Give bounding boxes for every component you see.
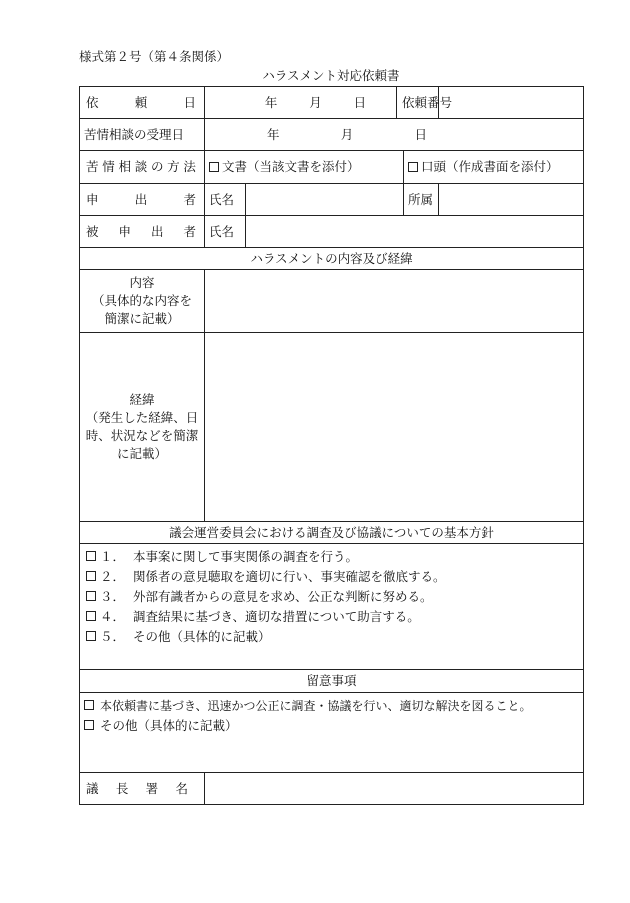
chairperson-signature-field[interactable] [205, 773, 584, 805]
policy-item[interactable]: １． 本事案に関して事実関係の調査を行う。 [86, 547, 579, 567]
notes-section-heading: 留意事項 [80, 670, 584, 693]
request-number-label: 依 頼 番 号 [397, 87, 439, 119]
checkbox[interactable] [86, 571, 96, 581]
applicant-affiliation-field[interactable] [439, 184, 584, 216]
applicant-name-field[interactable] [246, 184, 404, 216]
policy-checklist [80, 544, 584, 670]
request-date-field[interactable] [205, 87, 397, 119]
consultation-date-field[interactable] [205, 119, 584, 151]
consultation-method-label: 苦 情 相 談 の 方 法 [80, 151, 205, 184]
oral-checkbox[interactable] [408, 162, 418, 172]
policy-item[interactable]: ３． 外部有識者からの意見を求め、公正な判断に努める。 [86, 587, 579, 607]
method-oral-option[interactable]: 口頭（作成書面を添付） [404, 151, 584, 184]
year-label: 年 [267, 126, 280, 142]
checkbox[interactable] [86, 611, 96, 621]
chairperson-signature-label: 議 長 署 名 [80, 773, 205, 805]
respondent-label: 被 申 出 者 [80, 216, 205, 248]
respondent-name-label: 氏名 [205, 216, 246, 248]
harassment-section-heading: ハラスメントの内容及び経緯 [80, 248, 584, 270]
form-number-label: 様式第２号（第４条関係） [79, 49, 230, 64]
applicant-label: 申 出 者 [80, 184, 205, 216]
request-date-label: 依 頼 日 [80, 87, 205, 119]
day-label: 日 [414, 126, 427, 142]
applicant-affiliation-label: 所属 [404, 184, 439, 216]
notes-item[interactable]: 本依頼書に基づき、迅速かつ公正に調査・協議を行い、適切な解決を図ること。 [84, 696, 579, 716]
policy-section-heading: 議会運営委員会における調査及び協議についての基本方針 [80, 522, 584, 544]
content-label: 内容 （具体的な内容を 簡潔に記載） [80, 270, 205, 333]
month-label: 月 [340, 126, 354, 142]
day-label: 日 [353, 94, 367, 110]
policy-item[interactable]: ２． 関係者の意見聴取を適切に行い、事実確認を徹底する。 [86, 567, 579, 587]
method-document-option[interactable]: 文書（当該文書を添付） [205, 151, 404, 184]
history-field[interactable] [205, 333, 584, 522]
request-form-table [79, 86, 584, 805]
checkbox[interactable] [86, 551, 96, 561]
checkbox[interactable] [84, 720, 94, 730]
respondent-name-field[interactable] [246, 216, 584, 248]
consultation-date-label: 苦情相談の受理日 [80, 119, 205, 151]
document-title: ハラスメント対応依頼書 [262, 68, 400, 83]
checkbox[interactable] [86, 631, 96, 641]
history-label: 経緯 （発生した経緯、日 時、状況などを簡潔 に記載） [80, 333, 205, 522]
document-checkbox[interactable] [209, 162, 219, 172]
month-label: 月 [309, 94, 322, 110]
policy-item[interactable]: ４． 調査結果に基づき、適切な措置について助言する。 [86, 607, 579, 627]
checkbox[interactable] [84, 700, 94, 710]
policy-item[interactable]: ５． その他（具体的に記載） [86, 627, 579, 647]
notes-checklist [80, 693, 584, 773]
checkbox[interactable] [86, 591, 96, 601]
applicant-name-label: 氏名 [205, 184, 246, 216]
notes-item[interactable]: その他（具体的に記載） [84, 716, 579, 736]
year-label: 年 [264, 94, 278, 110]
request-number-field[interactable] [439, 87, 584, 119]
content-field[interactable] [205, 270, 584, 333]
